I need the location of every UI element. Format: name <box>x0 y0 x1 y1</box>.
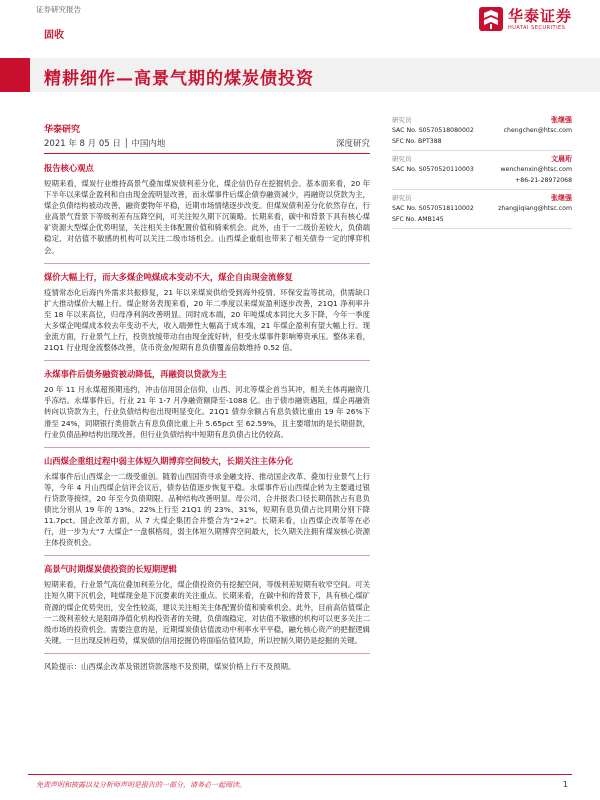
section-heading: 山西煤企重组过程中弱主体短久期博弈空间较大，长期关注主体分化 <box>44 455 293 466</box>
analyst-card <box>392 190 572 229</box>
divider <box>44 153 370 154</box>
analyst-name: 张继强 <box>551 116 572 124</box>
risk-warning: 风险提示：山西煤企改革及银团贷款落地不及预期，煤炭价格上行不及预期。 <box>44 661 296 671</box>
page-number: 1 <box>562 780 568 789</box>
section-heading: 煤价大幅上行，而大多煤企吨煤成本变动不大，煤企自由现金流修复 <box>44 271 293 282</box>
analyst-email[interactable]: zhangjiqiang@htsc.com <box>498 205 572 212</box>
section-paragraph: 疫情常态化后海内外需求共振修复，21 年以来煤炭供给受到海外疫情、环保安监等扰动，供需缺口扩大推动煤价大幅上行。煤企财务表现来看，20 年二季度以来煤炭盈利逐步改善，21Q1 净利率升至 18 年以来高位，归母净利润改善明显。同时成本端，20 年吨煤成本同比大多下降，今年一季度大多煤企吨煤成本较去年变动不大，收入端弹性大幅高于成本端，21 年煤企盈利有望大幅上行。现金流方面，行业景气上行，投资放缓带动自由现金流好转，但受永煤事件影响筹资承压。整体来看，21Q1 行业现金流整体改善，货币资金/短期有息负债覆盖倍数维持 0.52 倍。 <box>44 287 370 353</box>
section-paragraph: 20 年 11 月永煤超预期违约，冲击信用国企信仰，山西、河北等煤企首当其冲，相关主体再融资几乎冻结。永煤事件后，行业 21 年 1-7 月净融资额降至-1088 亿。由于债市融资遇阻，煤企再融资转向以贷款为主，行业负债结构也出现明显变化。21Q1 债券余额占有息负债比重由 19 年 26%下滑至 24%，同期银行类借款占有息负债比重上升 5.65pct 至 62.59%，且主要增加的是长期借款，行业负债品种结构出现改善。但行业负债结构中短期有息负债占比仍较高。 <box>44 385 371 439</box>
analyst-phone: +86-21-28972068 <box>515 177 572 184</box>
report-title: 精耕细作—高景气期的煤炭债投资 <box>44 69 314 89</box>
section-heading: 高景气时期煤炭债投资的长短期逻辑 <box>44 564 177 575</box>
analyst-sac: SAC No. S0570518080002 <box>392 127 474 134</box>
section-paragraph: 短期来看，煤炭行业维持高景气叠加煤炭债利差分化，煤企信仍存在挖掘机会。基本面来看，20 年下半年以来煤企盈利和自由现金流明显改善，而永煤事件后煤企债券融资减少，再融资以贷款为主，煤企负债结构被动改善，融资要物年平稳，近期市场情绪逐步改变。但煤炭债利差分化依然存在，行业高景气背景下等级利差有压降空间，可关注短久期下沉策略。长期来看，碳中和背景下具有核心煤矿资源大型煤企优势明显，关注相关主体配置价值和骑乘机会。此外，由于一二级价差较大，负债端稳定、对估值不敏感的机构可以关注二级市场机会。山西煤企重组也带来了相关债券一定的博弈机会。 <box>44 179 370 255</box>
huatai-logo-icon <box>478 6 504 32</box>
analyst-sfc: SFC No. BPT388 <box>392 138 442 145</box>
analyst-sac: SAC No. S0570520110003 <box>392 166 474 173</box>
analyst-email[interactable]: chengchen@htsc.com <box>503 127 572 134</box>
logo-chinese-name: 华泰证券 <box>507 6 572 25</box>
analyst-card <box>392 151 572 190</box>
analyst-sfc: SFC No. AMB145 <box>392 216 444 223</box>
report-category: 深度研究 <box>335 139 370 149</box>
report-date-region: 2021 年 8 月 05 日 │ 中国内地 <box>44 139 166 149</box>
analyst-role: 研究员 <box>392 116 412 124</box>
analyst-role: 研究员 <box>392 194 412 202</box>
dateline <box>44 137 370 149</box>
research-org: 华泰研究 <box>44 125 81 135</box>
section-tag: 固收 <box>44 30 64 41</box>
section-coal-price <box>44 271 370 354</box>
footer-disclaimer: 免责声明和披露以及分析师声明是报告的一部分，请务必一起阅读。 <box>36 781 246 789</box>
section-shanxi <box>44 455 370 549</box>
analyst-sac: SAC No. S0570518110002 <box>392 205 474 212</box>
analyst-email[interactable]: wenchenxin@htsc.com <box>500 166 572 173</box>
analyst-role: 研究员 <box>392 155 412 163</box>
divider <box>44 555 370 556</box>
analyst-sidebar <box>392 112 572 229</box>
divider <box>44 263 370 264</box>
footer-divider <box>28 774 572 775</box>
company-logo <box>478 6 572 32</box>
section-financing <box>44 368 370 439</box>
divider <box>44 447 370 448</box>
section-paragraph: 永煤事件后山西煤企一二级受重创。随着山西国资寻求金融支持、推动国企改革、叠加行业景气上行等，今年 4 月山西煤企信评会议后，债券估值逐步恢复平稳。永煤事件后山西煤企转为主要通过银行贷款等接续，20 年至今负债期限、品种结构改善明显。母公司、合并报表口径长期借款占有息负债比分别从 19 年的 13%、22%上行至 21Q1 的 23%、31%，短期有息负债占比同期分别下降 11.7pct。国企改革方面，从 7 大煤企集团合并整合为“2+2”。长期来看，山西煤企改革等在必行，进一步为大“7 大煤企”一盘棋格局，弱主体短久期博弈空间最大，长久期关注拥有煤炭核心资源主体投资机会。 <box>44 471 370 548</box>
report-body <box>44 162 370 672</box>
section-logic <box>44 563 370 646</box>
logo-english-name: HUATAI SECURITIES <box>507 24 566 31</box>
analyst-name: 张继强 <box>551 194 572 202</box>
divider <box>44 653 370 654</box>
section-heading: 报告核心观点 <box>44 163 94 173</box>
divider <box>44 360 370 361</box>
section-heading: 永煤事件后债务融资被动降低，再融资以贷款为主 <box>44 369 227 380</box>
section-summary <box>44 162 370 256</box>
section-paragraph: 短期来看，行业景气高位叠加利差分化，煤企债投资仍有挖掘空间，等级利差短期有收窄空间。可关注短久期下沉机会，吨煤现金是下沉要素的关注重点。长期来看，在碳中和的背景下，具有核心煤矿资源的煤企优势突出，安全性较高，建议关注相关主体配置价值和骑乘机会。此外，目前高估值煤企一二级利差较大是阻碍净值化机构投资者的关键，负债端稳定、对估值不敏感的机构可以更多关注二级市场的投资机会。需要注意的是，近期煤炭债估值波动中利率水平平稳，融允核心资产的把握逻辑关键。一旦出现反转趋势，煤炭债的信用挖掘仍将面临估值风险，所以控制久期仍是挖掘的关键。 <box>44 580 370 645</box>
title-accent-block <box>0 58 30 92</box>
analyst-card <box>392 112 572 151</box>
report-type-label: 证券研究报告 <box>36 5 81 14</box>
analyst-name: 文晨珩 <box>551 155 572 163</box>
